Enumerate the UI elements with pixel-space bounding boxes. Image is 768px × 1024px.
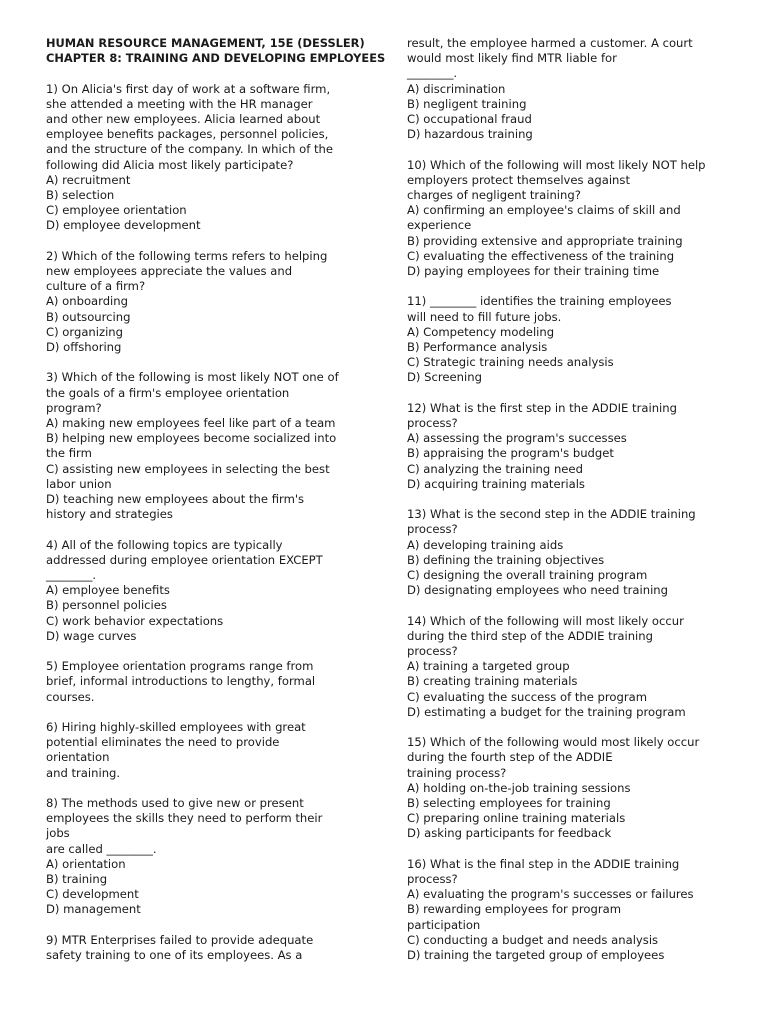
question-9: 9) MTR Enterprises failed to provide adequate safety training to one of its employees. As a bbox=[46, 932, 314, 963]
question-8: 8) The methods used to give new or present employees the skills they need to perform their jobs are called ________. A) orientation B) training C) development D) management bbox=[46, 796, 323, 917]
question-3: 3) Which of the following is most likely NOT one of the goals of a firm's employee orientation program? A) making new employees feel like part of a team B) helping new employees become socialized into the firm C) assisting new employees in selecting the best labor union D) teaching new employees about the firm's history and strategies bbox=[46, 370, 339, 522]
question-13: 13) What is the second step in the ADDIE training process? A) developing training aids B) defining the training objectives C) designing the overall training program D) designating employees who need training bbox=[407, 507, 696, 598]
header-title: HUMAN RESOURCE MANAGEMENT, 15E (DESSLER) bbox=[46, 36, 365, 50]
question-11: 11) ________ identifies the training employees will need to fill future jobs. A) Competency modeling B) Performance analysis C) Strategic training needs analysis D) Screening bbox=[407, 294, 672, 385]
question-4: 4) All of the following topics are typically addressed during employee orientation EXCEPT ________. A) employee benefits B) personnel policies C) work behavior expectations D) wage curves bbox=[46, 537, 323, 643]
question-15: 15) Which of the following would most likely occur during the fourth step of the ADDIE training process? A) holding on-the-job training sessions B) selecting employees for training C) preparing online training materials D) asking participants for feedback bbox=[407, 735, 700, 841]
question-9-continued: result, the employee harmed a customer. A court would most likely find MTR liable for ________. A) discrimination B) negligent training C) occupational fraud D) hazardous training bbox=[407, 36, 693, 142]
question-12: 12) What is the first step in the ADDIE training process? A) assessing the program's successes B) appraising the program's budget C) analyzing the training need D) acquiring training materials bbox=[407, 400, 677, 491]
document-header bbox=[46, 36, 386, 66]
question-2: 2) Which of the following terms refers to helping new employees appreciate the values and culture of a firm? A) onboarding B) outsourcing C) organizing D) offshoring bbox=[46, 248, 328, 355]
question-10: 10) Which of the following will most likely NOT help employers protect themselves against charges of negligent training? A) confirming an employee's claims of skill and experience B) providing extensive and appropriate training C) evaluating the effectiveness of the training D) paying employees for their training time bbox=[407, 157, 706, 279]
left-column bbox=[46, 36, 386, 963]
question-16: 16) What is the final step in the ADDIE training process? A) evaluating the program's successes or failures B) rewarding employees for program participation C) conducting a budget and needs analysis D) training the targeted group of employees bbox=[407, 856, 694, 963]
question-5: 5) Employee orientation programs range from brief, informal introductions to lengthy, formal courses. bbox=[46, 659, 316, 704]
question-6: 6) Hiring highly-skilled employees with great potential eliminates the need to provide orientation and training. bbox=[46, 720, 306, 780]
question-14: 14) Which of the following will most likely occur during the third step of the ADDIE training process? A) training a targeted group B) creating training materials C) evaluating the success of the program D) estimating a budget for the training program bbox=[407, 613, 686, 719]
right-column bbox=[407, 36, 737, 963]
question-1: 1) On Alicia's first day of work at a software firm, she attended a meeting with the HR manager and other new employees. Alicia learned about employee benefits packages, personnel policies, and the structure of the company. In which of the following did Alicia most likely participate? A) recruitment B) selection C) employee orientation D) employee development bbox=[46, 81, 334, 233]
header-chapter: CHAPTER 8: TRAINING AND DEVELOPING EMPLOYEES bbox=[46, 51, 386, 66]
